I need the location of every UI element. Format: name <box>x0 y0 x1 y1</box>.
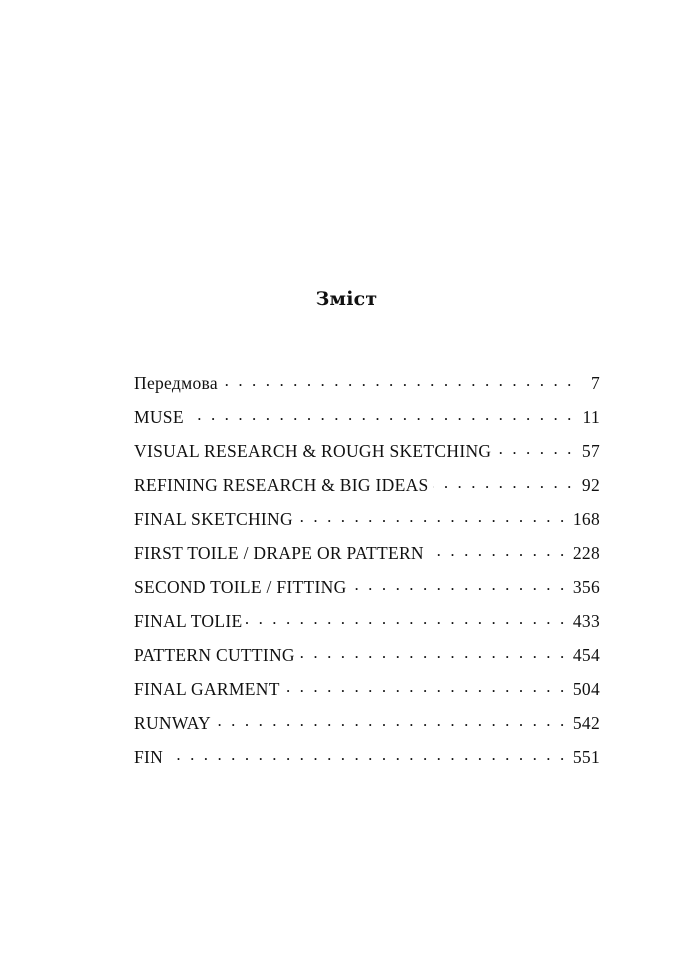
toc-entry-label: MUSE <box>134 406 184 427</box>
toc-entry-label: RUNWAY <box>134 712 211 733</box>
toc-entry-label: FINAL GARMENT <box>134 678 280 699</box>
toc-entry-page-number: 542 <box>572 712 600 733</box>
toc-entry <box>134 745 600 779</box>
toc-entry-label: FIN <box>134 746 164 767</box>
toc-entry-page-number: 228 <box>572 542 600 563</box>
toc-entry <box>134 405 600 439</box>
toc-entry <box>134 507 600 541</box>
toc-entry-label: Передмова <box>134 372 218 393</box>
toc-entry-label: FIRST TOILE / DRAPE OR PATTERN <box>134 542 424 563</box>
toc-entry-page-number: 356 <box>572 576 600 597</box>
toc-entry <box>134 439 600 473</box>
dot-leader <box>351 575 567 593</box>
toc-entry <box>134 711 600 745</box>
dot-leader <box>284 677 567 695</box>
dot-leader <box>428 541 567 559</box>
toc-entry-page-number: 551 <box>572 746 600 767</box>
toc-entry-label: FINAL SKETCHING <box>134 508 293 529</box>
toc-entry-page-number: 11 <box>582 406 600 427</box>
toc-entry-page-number: 504 <box>572 678 600 699</box>
toc-entry <box>134 541 600 575</box>
toc-entry <box>134 643 600 677</box>
toc-entry-label: VISUAL RESEARCH & ROUGH SKETCHING <box>134 440 492 461</box>
dot-leader <box>297 507 567 525</box>
toc-entry-label: SECOND TOILE / FITTING <box>134 576 347 597</box>
toc-entry <box>134 473 600 507</box>
toc-title: Зміст <box>315 288 378 310</box>
toc-entry-label: FINAL TOLIE <box>134 610 243 631</box>
toc-entry-page-number: 433 <box>572 610 600 631</box>
toc-entry-page-number: 92 <box>581 474 600 495</box>
toc-entry <box>134 371 600 405</box>
dot-leader <box>299 643 567 661</box>
dot-leader <box>495 439 574 457</box>
dot-leader <box>222 371 574 389</box>
toc-entry-label: REFINING RESEARCH & BIG IDEAS <box>134 474 429 495</box>
toc-entry <box>134 609 600 643</box>
dot-leader <box>167 745 567 763</box>
toc-entry-page-number: 454 <box>572 644 600 665</box>
toc-entry-label: PATTERN CUTTING <box>134 644 295 665</box>
toc-entry <box>134 677 600 711</box>
toc-entry-page-number: 168 <box>572 508 600 529</box>
toc-entry-page-number: 57 <box>581 440 600 461</box>
toc-entry-page-number: 7 <box>590 372 600 393</box>
dot-leader <box>246 609 566 627</box>
dot-leader <box>188 405 574 423</box>
dot-leader <box>215 711 567 729</box>
dot-leader <box>433 473 574 491</box>
toc-entry <box>134 575 600 609</box>
table-of-contents <box>134 371 600 779</box>
